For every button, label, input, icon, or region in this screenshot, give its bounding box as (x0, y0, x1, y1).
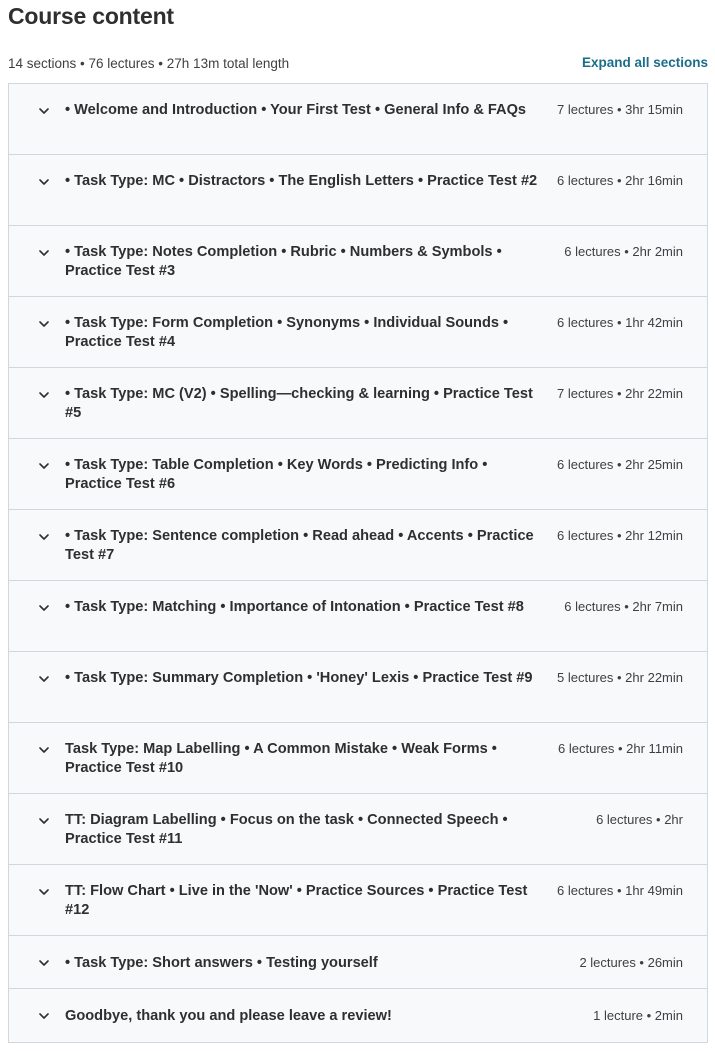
section-info: 7 lectures • 3hr 15min (557, 102, 683, 117)
section-row[interactable] (9, 865, 707, 936)
section-row[interactable] (9, 155, 707, 226)
section-row[interactable] (9, 368, 707, 439)
chevron-down-icon (37, 672, 51, 686)
chevron-down-icon (37, 246, 51, 260)
section-info: 6 lectures • 2hr 7min (564, 599, 683, 614)
section-info: 7 lectures • 2hr 22min (557, 386, 683, 401)
section-info: 6 lectures • 2hr (596, 812, 683, 827)
section-row[interactable] (9, 439, 707, 510)
section-row[interactable] (9, 510, 707, 581)
section-title: Goodbye, thank you and please leave a review! (65, 1008, 392, 1024)
chevron-down-icon (37, 175, 51, 189)
section-title: Task Type: Map Labelling • A Common Mistake • Weak Forms • Practice Test #10 (65, 741, 497, 776)
expand-all-sections-button[interactable]: Expand all sections (581, 55, 708, 70)
section-title: • Task Type: MC • Distractors • The English Letters • Practice Test #2 (65, 173, 538, 189)
section-title: • Task Type: Summary Completion • 'Honey' Lexis • Practice Test #9 (65, 670, 533, 686)
chevron-down-icon (37, 317, 51, 331)
section-row[interactable] (9, 581, 707, 652)
chevron-down-icon (37, 814, 51, 828)
chevron-down-icon (37, 459, 51, 473)
section-row[interactable] (9, 226, 707, 297)
section-info: 5 lectures • 2hr 22min (557, 670, 683, 685)
section-info: 6 lectures • 2hr 2min (564, 244, 683, 259)
section-info: 6 lectures • 1hr 42min (557, 315, 683, 330)
section-row[interactable] (9, 297, 707, 368)
chevron-down-icon (37, 530, 51, 544)
section-row[interactable] (9, 723, 707, 794)
section-row[interactable] (9, 936, 707, 989)
section-row[interactable] (9, 652, 707, 723)
section-title: • Task Type: Table Completion • Key Words • Predicting Info • Practice Test #6 (65, 457, 488, 492)
chevron-down-icon (37, 601, 51, 615)
section-info: 1 lecture • 2min (593, 1008, 683, 1023)
section-title: • Task Type: MC (V2) • Spelling—checking & learning • Practice Test #5 (65, 386, 533, 421)
section-list (8, 83, 708, 1043)
section-info: 6 lectures • 2hr 11min (558, 741, 683, 756)
section-info: 6 lectures • 2hr 25min (557, 457, 683, 472)
course-meta-row (8, 55, 708, 75)
section-title: • Welcome and Introduction • Your First Test • General Info & FAQs (65, 102, 527, 118)
chevron-down-icon (37, 956, 51, 970)
chevron-down-icon (37, 885, 51, 899)
chevron-down-icon (37, 104, 51, 118)
section-info: 6 lectures • 1hr 49min (557, 883, 683, 898)
section-info: 2 lectures • 26min (579, 955, 683, 970)
chevron-down-icon (37, 388, 51, 402)
section-title: • Task Type: Form Completion • Synonyms • Individual Sounds • Practice Test #4 (65, 315, 509, 350)
page-title: Course content (8, 3, 174, 29)
section-title: • Task Type: Sentence completion • Read ahead • Accents • Practice Test #7 (65, 528, 534, 563)
chevron-down-icon (37, 743, 51, 757)
section-info: 6 lectures • 2hr 12min (557, 528, 683, 543)
section-title: • Task Type: Matching • Importance of Intonation • Practice Test #8 (65, 599, 524, 615)
chevron-down-icon (37, 1009, 51, 1023)
section-row[interactable] (9, 794, 707, 865)
section-info: 6 lectures • 2hr 16min (557, 173, 683, 188)
section-title: TT: Diagram Labelling • Focus on the task • Connected Speech • Practice Test #11 (65, 812, 508, 847)
section-row[interactable] (9, 84, 707, 155)
section-title: TT: Flow Chart • Live in the 'Now' • Practice Sources • Practice Test #12 (65, 883, 528, 918)
section-title: • Task Type: Short answers • Testing yourself (65, 955, 378, 971)
section-title: • Task Type: Notes Completion • Rubric • Numbers & Symbols • Practice Test #3 (65, 244, 502, 279)
section-row[interactable] (9, 989, 707, 1042)
course-summary: 14 sections • 76 lectures • 27h 13m total length (8, 56, 290, 71)
